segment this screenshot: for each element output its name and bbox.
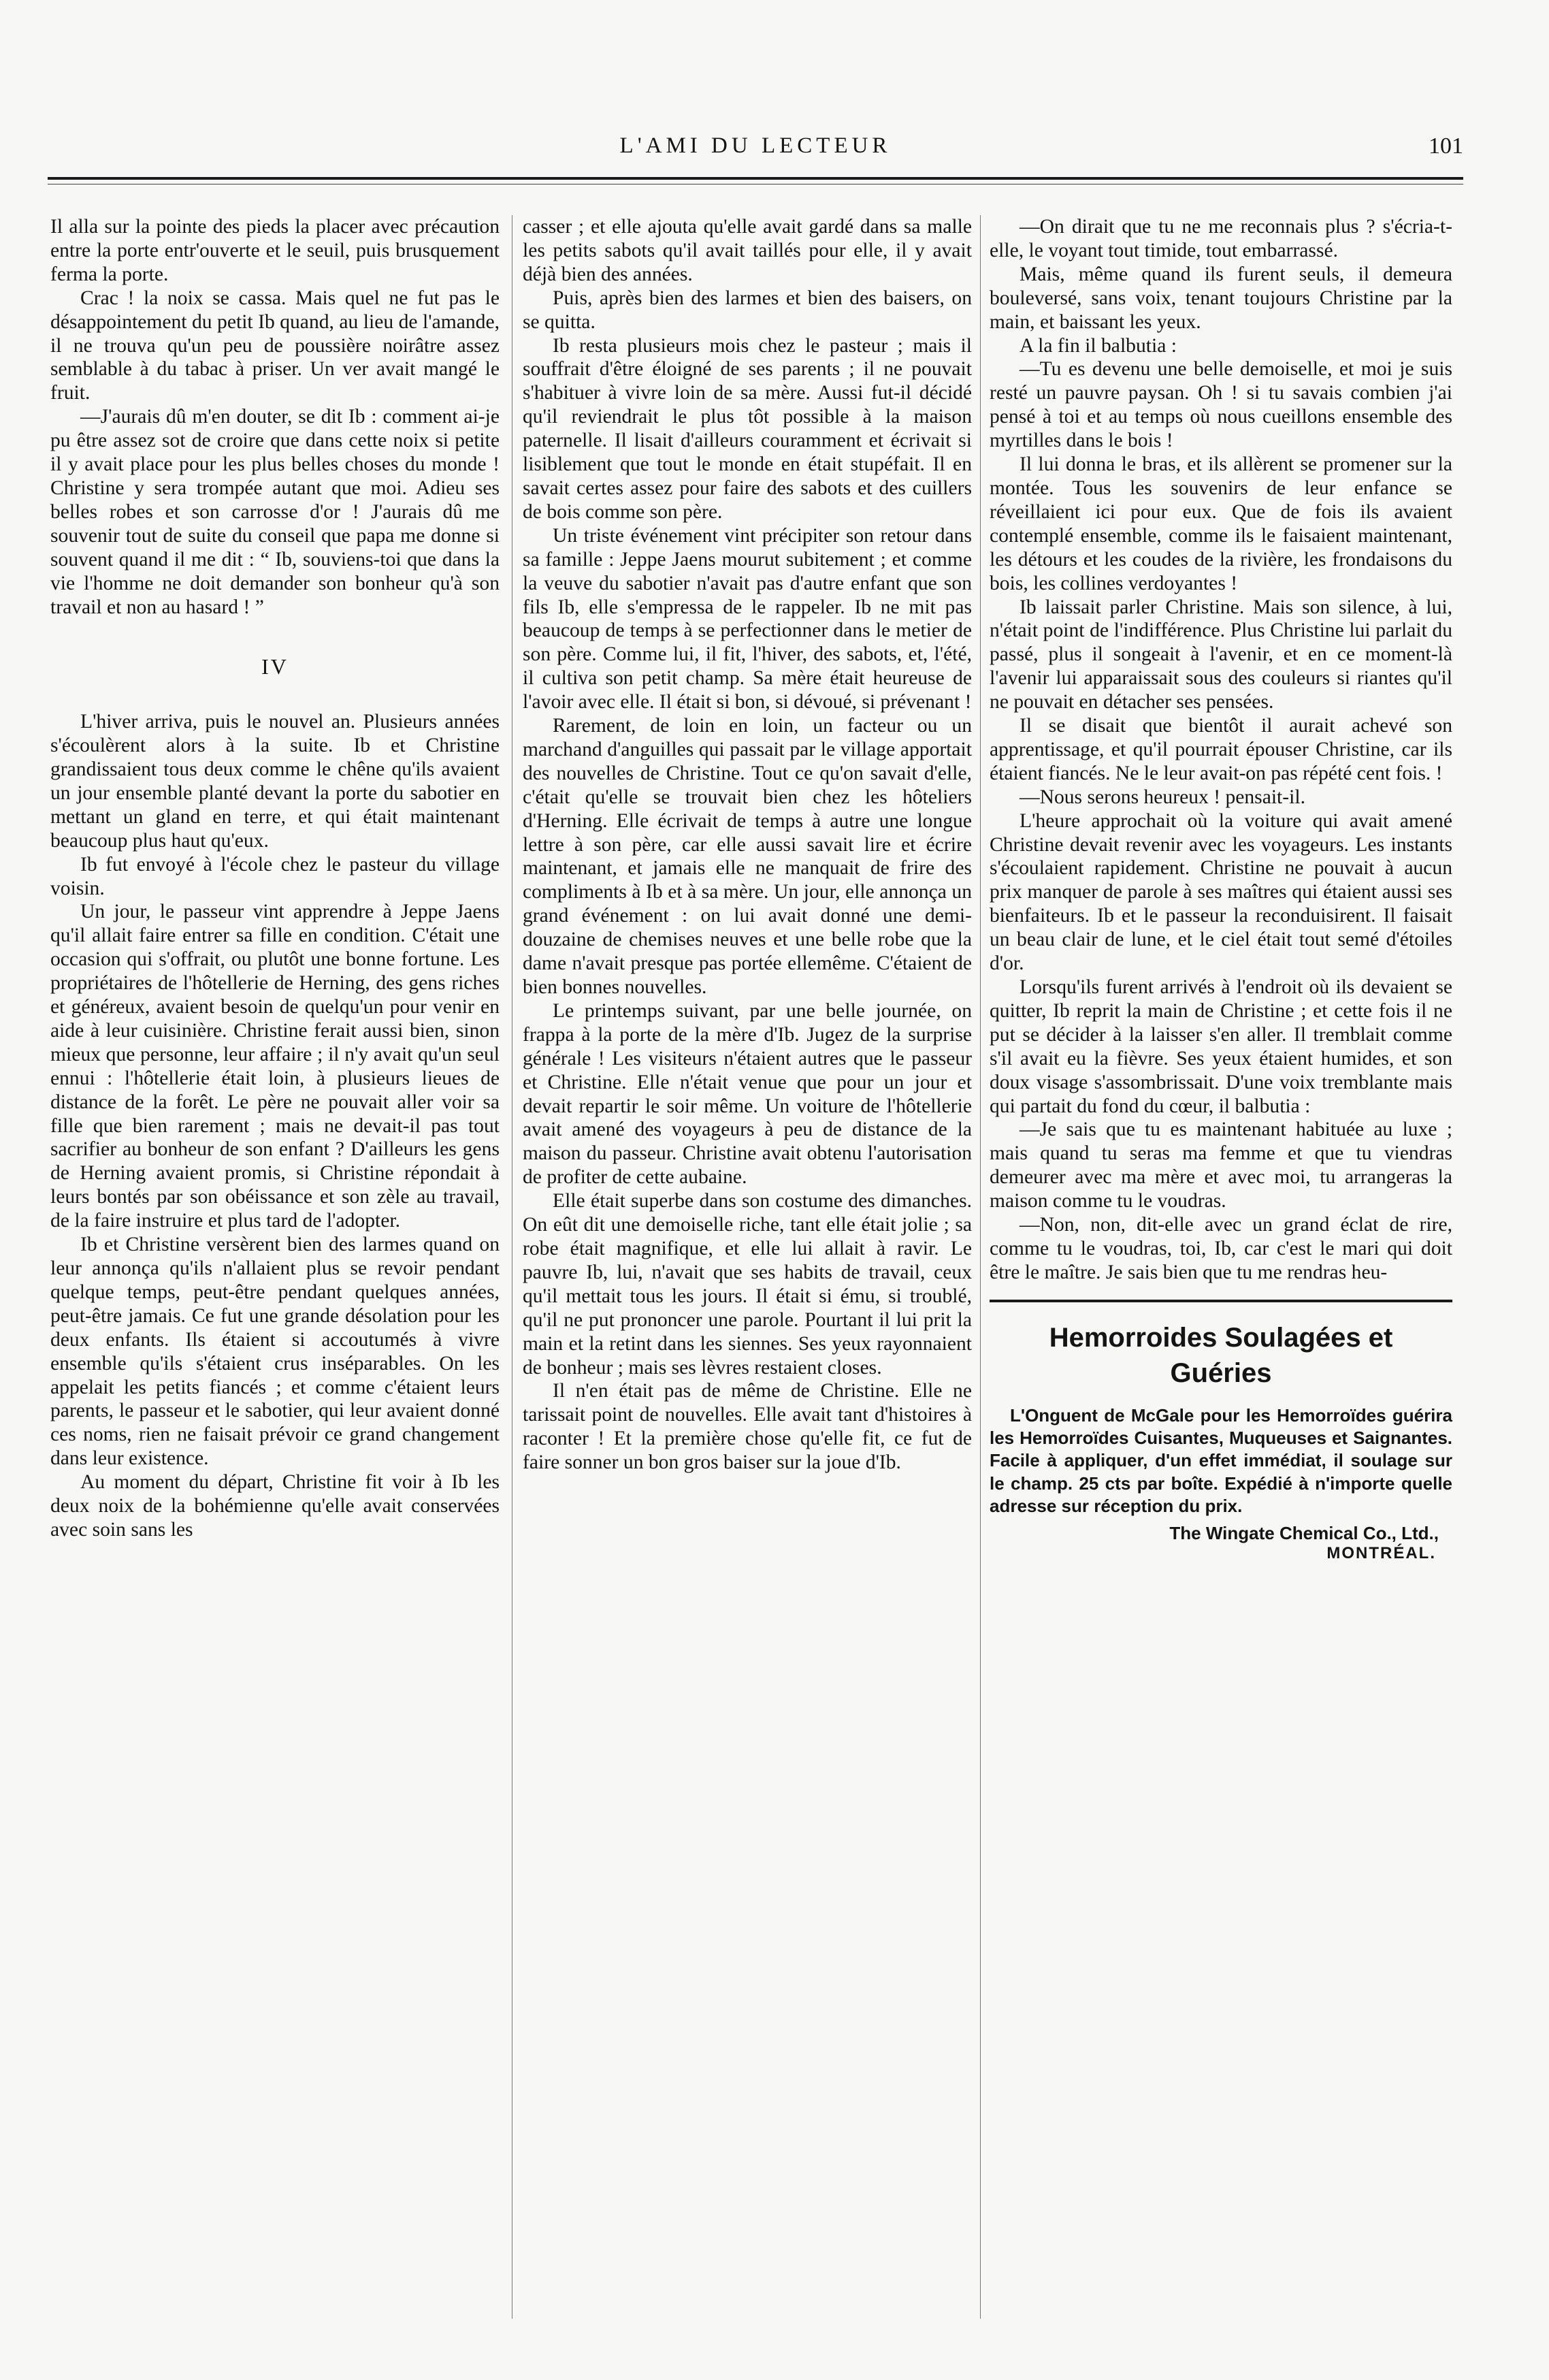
paragraph: Ib fut envoyé à l'école chez le pasteur du village voisin. <box>50 853 500 899</box>
paragraph: Ib resta plusieurs mois chez le pasteur ; mais il souffrait d'être éloigné de ses parents ; il ne pouvait s'habituer à vivre loin de sa mère. Aussi fut-il décidé qu'il reviendrait le plus tôt possible à la maison paternelle. Il lisait d'ailleurs couramment et écrivait si lisiblement que tout le monde en était stupéfait. Il en savait certes assez pour faire des sabots et des cuillers de bois comme son père. <box>523 334 972 523</box>
paragraph: —J'aurais dû m'en douter, se dit Ib : comment ai-je pu être assez sot de croire que dans cette noix si petite il y avait place pour les plus belles choses du monde ! Christine y sera trompée autant que moi. Adieu ses belles robes et son carrosse d'or ! J'aurais dû me souvenir tout de suite du conseil que papa me donne si souvent quand il me dit : “ Ib, souviens-toi que dans la vie l'homme ne doit demander son bonheur qu'à son travail et non au hasard ! ” <box>50 406 500 618</box>
paragraph: Un triste événement vint précipiter son retour dans sa famille : Jeppe Jaens mourut subitement ; et comme la veuve du sabotier n'avait pas d'autre enfant que son fils Ib, elle s'empressa de le rappeler. Ib ne mit pas beaucoup de temps à se perfectionner dans le metier de son père. Comme lui, il fit, l'hiver, des sabots, et, l'été, il cultiva son petit champ. Sa mère était heureuse de l'avoir avec elle. Il était si bon, si dévoué, si prévenant ! <box>523 524 972 713</box>
advertisement-city: MONTRÉAL. <box>1326 1543 1436 1562</box>
paragraph: Il alla sur la pointe des pieds la placer avec précaution entre la porte entr'ouverte et le seuil, puis brusquement ferma la porte. <box>50 216 500 285</box>
advertisement <box>990 1320 1452 1563</box>
advertisement-title <box>990 1320 1452 1391</box>
paragraph: —Non, non, dit-elle avec un grand éclat de rire, comme tu le voudras, toi, Ib, car c'est le mari qui doit être le maître. Je sais bien que tu me rendras heu- <box>990 1214 1452 1283</box>
column-divider <box>980 215 981 2319</box>
advertisement-body <box>990 1404 1452 1517</box>
paragraph: Au moment du départ, Christine fit voir à Ib les deux noix de la bohémienne qu'elle avait conservées avec soin sans les <box>50 1471 500 1541</box>
advertisement-text: L'Onguent de McGale pour les Hemorroïdes guérira les Hemorroïdes Cuisantes, Muqueuses et Saignantes. Facile à appliquer, d'un effet immédiat, il soulage sur le champ. 25 cts par boîte. Expédié à n'importe quelle adresse sur réception du prix. <box>990 1404 1452 1516</box>
paragraph: Mais, même quand ils furent seuls, il demeura bouleversé, sans voix, tenant toujours Christine par la main, et baissant les yeux. <box>990 263 1452 333</box>
column-3 <box>990 215 1452 1563</box>
column-2 <box>523 215 972 1475</box>
advertisement-company: The Wingate Chemical Co., Ltd., <box>1169 1523 1439 1544</box>
paragraph: Il lui donna le bras, et ils allèrent se promener sur la montée. Tous les souvenirs de leur enfance se réveillaient ici pour eux. Que de fois ils avaient contemplé ensemble, comme ils le faisaient maintenant, les détours et les coudes de la rivière, les frondaisons du bois, les collines verdoyantes ! <box>990 453 1452 594</box>
paragraph: Il n'en était pas de même de Christine. Elle ne tarissait point de nouvelles. Elle avait tant d'histoires à raconter ! Et la première chose qu'elle fit, ce fut de faire sonner un bon gros baiser sur la joue d'Ib. <box>523 1380 972 1474</box>
page-number: 101 <box>1429 133 1463 159</box>
paragraph: L'hiver arriva, puis le nouvel an. Plusieurs années s'écoulèrent alors à la suite. Ib et Christine grandissaient tous deux comme le chêne qu'ils avaient un jour ensemble planté devant la porte du sabotier en mettant un gland en terre, et qui était maintenant beaucoup plus haut qu'eux. <box>50 711 500 852</box>
paragraph: Ib laissait parler Christine. Mais son silence, à lui, n'était point de l'indifférence. Plus Christine lui parlait du passé, plus il songeait à l'avenir, et en ce moment-là l'avenir lui apparaissait sous des couleurs si riantes qu'il ne pouvait en détacher ses pensées. <box>990 596 1452 713</box>
page-header <box>48 133 1463 174</box>
paragraph: —Nous serons heureux ! pensait-il. <box>1020 786 1305 808</box>
paragraph: Elle était superbe dans son costume des dimanches. On eût dit une demoiselle riche, tant elle était jolie ; sa robe était magnifique, et elle lui allait à ravir. Le pauvre Ib, lui, n'avait que ses habits de travail, ceux qu'il mettait tous les jours. Il était si ému, si troublé, qu'il ne put prononcer une parole. Pourtant il lui prit la main et la retint dans les siennes. Ses yeux rayonnaient de bonheur ; mais ses lèvres restaient closes. <box>523 1190 972 1379</box>
paragraph: Rarement, de loin en loin, un facteur ou un marchand d'anguilles qui passait par le village apportait des nouvelles de Christine. Tout ce qu'on savait d'elle, c'était qu'elle se trouvait bien chez les hôteliers d'Herning. Elle écrivait de temps à autre une longue lettre à son père, car elle aussi savait lire et écrire maintenant, et jamais elle ne manquait de frire des compliments à Ib et à sa mère. Un jour, elle annonça un grand événement : on lui avait donné une demi-douzaine de chemises neuves et une belle robe que la dame n'avait presque pas portée ellemême. C'étaient de bien bonnes nouvelles. <box>523 715 972 998</box>
advertisement-rule <box>990 1300 1452 1302</box>
column-1 <box>50 215 500 1542</box>
header-rule <box>48 177 1463 180</box>
paragraph: Le printemps suivant, par une belle journée, on frappa à la porte de la mère d'Ib. Jugez de la surprise générale ! Les visiteurs n'étaient autres que le passeur et Christine. Elle n'était venue que pour un jour et devait repartir le soir même. Un voiture de l'hôtellerie avait amené des voyageurs à peu de distance de la maison du passeur. Christine avait obtenu l'autorisation de profiter de cette aubaine. <box>523 999 972 1189</box>
paragraph: Lorsqu'ils furent arrivés à l'endroit où ils devaient se quitter, Ib reprit la main de Christine ; et cette fois il ne put se décider à la laisser s'en aller. Il tremblait comme s'il avait eu la fièvre. Ses yeux étaient humides, et son doux visage s'assombrissait. D'une voix tremblante mais qui partait du fond du cœur, il balbutia : <box>990 976 1452 1117</box>
paragraph: Crac ! la noix se cassa. Mais quel ne fut pas le désappointement du petit Ib quand, au lieu de l'amande, il ne trouva qu'un peu de poussière noirâtre assez semblable à du tabac à priser. Un ver avait mangé le fruit. <box>50 287 500 404</box>
advertisement-title-line: Guéries <box>1170 1357 1272 1388</box>
section-numeral: IV <box>261 654 289 679</box>
running-title: L'AMI DU LECTEUR <box>619 133 892 158</box>
paragraph: Ib et Christine versèrent bien des larmes quand on leur annonça qu'ils n'allaient plus se revoir pendant quelque temps, peut-être pendant quelques années, peut-être jamais. Ce fut une grande désolation pour les deux enfants. Ils étaient si accoutumés à vivre ensemble qu'ils s'étaient crus inséparables. On les appelait les petits fiancés ; et comme c'étaient leurs parents, le passeur et le sabotier, qui leur avaient donné ces noms, rien ne faisait prévoir ce grand changement dans leur existence. <box>50 1234 500 1470</box>
paragraph: —Je sais que tu es maintenant habituée au luxe ; mais quand tu seras ma femme et que tu viendras demeurer avec ma mère et avec moi, tu arrangeras la maison comme tu le voudras. <box>990 1119 1452 1212</box>
paragraph: L'heure approchait où la voiture qui avait amené Christine devait revenir avec les voyageurs. Les instants s'écoulaient rapidement. Christine ne pouvait à aucun prix manquer de parole à ses maîtres qui étaient aussi ses bienfaiteurs. Ib et le passeur la reconduisirent. Il faisait un beau clair de lune, et le ciel était tout semé d'étoiles d'or. <box>990 809 1452 975</box>
paragraph: A la fin il balbutia : <box>1020 334 1177 357</box>
paragraph: casser ; et elle ajouta qu'elle avait gardé dans sa malle les petits sabots qu'il avait taillés pour elle, il y avait déjà bien des années. <box>523 216 972 285</box>
paragraph: Il se disait que bientôt il aurait achevé son apprentissage, et qu'il pourrait épouser Christine, car ils étaient fiancés. Ne le leur avait-on pas répété cent fois. ! <box>990 715 1452 784</box>
paragraph: —Tu es devenu une belle demoiselle, et moi je suis resté un pauvre paysan. Oh ! si tu savais combien j'ai pensé à toi et au temps où nous cueillons ensemble des myrtilles dans le bois ! <box>990 358 1452 452</box>
advertisement-title-line: Hemorroides Soulagées et <box>1049 1322 1393 1353</box>
paragraph: —On dirait que tu ne me reconnais plus ? s'écria-t-elle, le voyant tout timide, tout embarrassé. <box>990 216 1452 261</box>
paragraph: Un jour, le passeur vint apprendre à Jeppe Jaens qu'il allait faire entrer sa fille en condition. C'était une occasion qui s'offrait, ou plutôt une bonne fortune. Les propriétaires de l'hôtellerie de Herning, des gens riches et généreux, avaient besoin de quelqu'un pour venir en aide à leur cuisinière. Christine ferait aussi bien, sinon mieux que personne, leur affaire ; il n'y avait qu'un seul ennui : l'hôtellerie était loin, à plusieurs lieues de distance de la forêt. Le père ne pouvait aller voir sa fille que bien rarement ; mais ne devait-il pas tout sacrifier au bonheur de son enfant ? D'ailleurs les gens de Herning avaient promis, si Christine répondait à leurs bontés par son obéissance et son zèle au travail, de la faire instruire et plus tard de l'adopter. <box>50 901 500 1232</box>
paragraph: Puis, après bien des larmes et bien des baisers, on se quitta. <box>523 287 972 333</box>
